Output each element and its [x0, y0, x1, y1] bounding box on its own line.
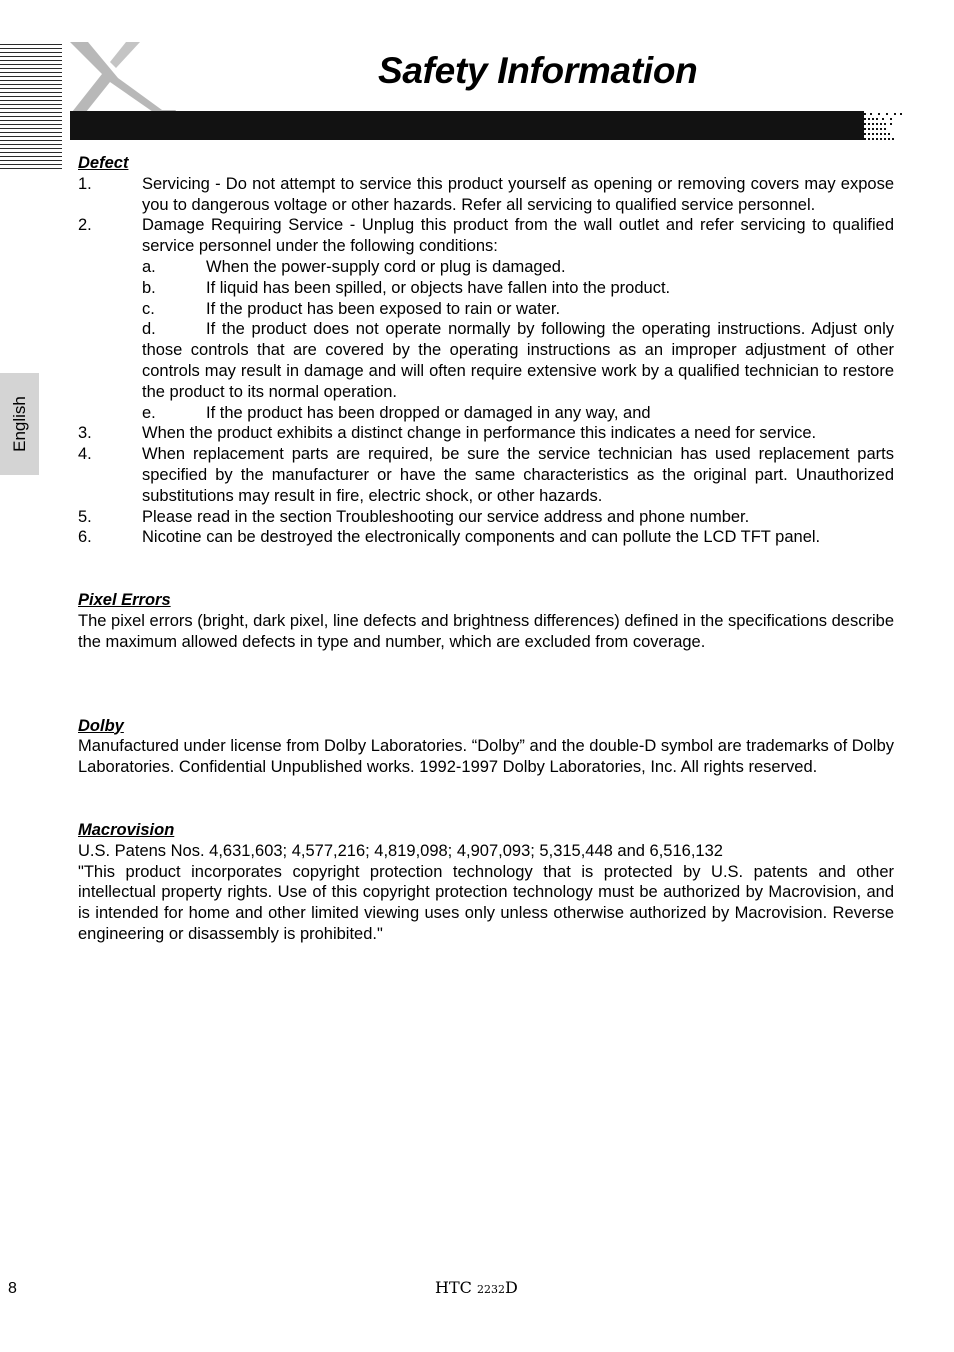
sub-list-letter: d. — [142, 320, 156, 339]
list-number: 5. — [78, 507, 92, 526]
model-number: 2232 — [476, 1283, 505, 1296]
sub-list-item — [142, 319, 894, 402]
list-text: Nicotine can be destroyed the electronically components and can pollute the LCD TFT panel. — [142, 528, 821, 547]
section-title-macrovision: Macrovision — [78, 820, 175, 839]
sub-list-text: When the power-supply cord or plug is damaged. — [206, 257, 566, 276]
sub-list-letter: a. — [142, 257, 156, 276]
sub-list-text: If the product has been exposed to rain or water. — [206, 299, 561, 318]
list-item — [78, 444, 894, 506]
dolby-paragraph: Manufactured under license from Dolby Laboratories. “Dolby” and the double-D symbol are trademarks of Dolby Laboratories. Confidential Unpublished works. 1992-1997 Dolby Laboratories, Inc. All rights reserved. — [78, 737, 894, 777]
sub-list-text: If the product has been dropped or damaged in any way, and — [206, 403, 651, 422]
list-text: Servicing - Do not attempt to service this product yourself as opening or removing covers may expose you to dangerous voltage or other hazards. Refer all servicing to qualified service personnel. — [142, 174, 894, 214]
header-bar — [70, 111, 864, 140]
list-number: 1. — [78, 174, 92, 193]
section-title-pixel-errors: Pixel Errors — [78, 591, 171, 610]
model-suffix: D — [504, 1278, 518, 1297]
sub-list-text: If the product does not operate normally by following the operating instructions. Adjust only those controls that are covered by the operating instructions as an improper adjustment of other controls may result in damage and will often require extensive work by a qualified technician to restore the product to its normal operation. — [142, 320, 894, 401]
list-text: Damage Requiring Service - Unplug this product from the wall outlet and refer servicing to qualified service personnel under the following conditions: — [142, 216, 894, 256]
list-item — [78, 423, 894, 444]
list-item — [78, 174, 894, 216]
list-number: 2. — [78, 216, 92, 235]
brand-x-logo — [66, 38, 176, 114]
model-prefix: HTC — [435, 1278, 477, 1297]
list-text: When replacement parts are required, be sure the service technician has used replacement parts specified by the manufacturer or have the same characteristics as the original part. Unauthorized substitutions may result in fire, electric shock, or other hazards. — [142, 445, 894, 505]
sub-list-item — [142, 278, 894, 299]
section-title-defect: Defect — [78, 154, 129, 172]
list-number: 4. — [78, 445, 92, 464]
page-title: Safety Information — [378, 50, 698, 91]
macrovision-paragraph: "This product incorporates copyright protection technology that is protected by U.S. patents and other intellectual property rights. Use of this copyright protection technology must be authorized by Macrovision, and is intended for home and other limited viewing uses only unless otherwise authorized by Macrovision. Reverse engineering or disassembly is prohibited." — [78, 862, 894, 943]
sub-list-item — [142, 257, 894, 278]
language-tab — [0, 373, 39, 475]
list-item — [78, 215, 894, 257]
header-bar-dot-pattern — [864, 111, 902, 140]
sub-list-letter: e. — [142, 403, 156, 422]
pixel-errors-paragraph: The pixel errors (bright, dark pixel, line defects and brightness differences) defined in the specifications describe the maximum allowed defects in type and number, which are excluded from coverage. — [78, 611, 894, 651]
sub-list-item — [142, 299, 894, 320]
page-content — [78, 153, 894, 945]
list-number: 3. — [78, 424, 92, 443]
decorative-stripes — [0, 44, 62, 172]
list-item — [78, 527, 894, 548]
language-tab-label: English — [9, 396, 29, 452]
sub-list-item — [142, 403, 894, 424]
page-number: 8 — [8, 1280, 17, 1297]
list-number: 6. — [78, 528, 92, 547]
section-title-dolby: Dolby — [78, 716, 124, 735]
list-text: When the product exhibits a distinct change in performance this indicates a need for service. — [142, 424, 817, 443]
model-name — [435, 1278, 518, 1297]
sub-list-letter: c. — [142, 299, 155, 318]
sub-list-letter: b. — [142, 278, 156, 297]
list-item — [78, 507, 894, 528]
list-text: Please read in the section Troubleshooting our service address and phone number. — [142, 507, 750, 526]
macrovision-patents: U.S. Patens Nos. 4,631,603; 4,577,216; 4,819,098; 4,907,093; 5,315,448 and 6,516,132 — [78, 841, 723, 860]
sub-list-text: If liquid has been spilled, or objects have fallen into the product. — [206, 278, 671, 297]
